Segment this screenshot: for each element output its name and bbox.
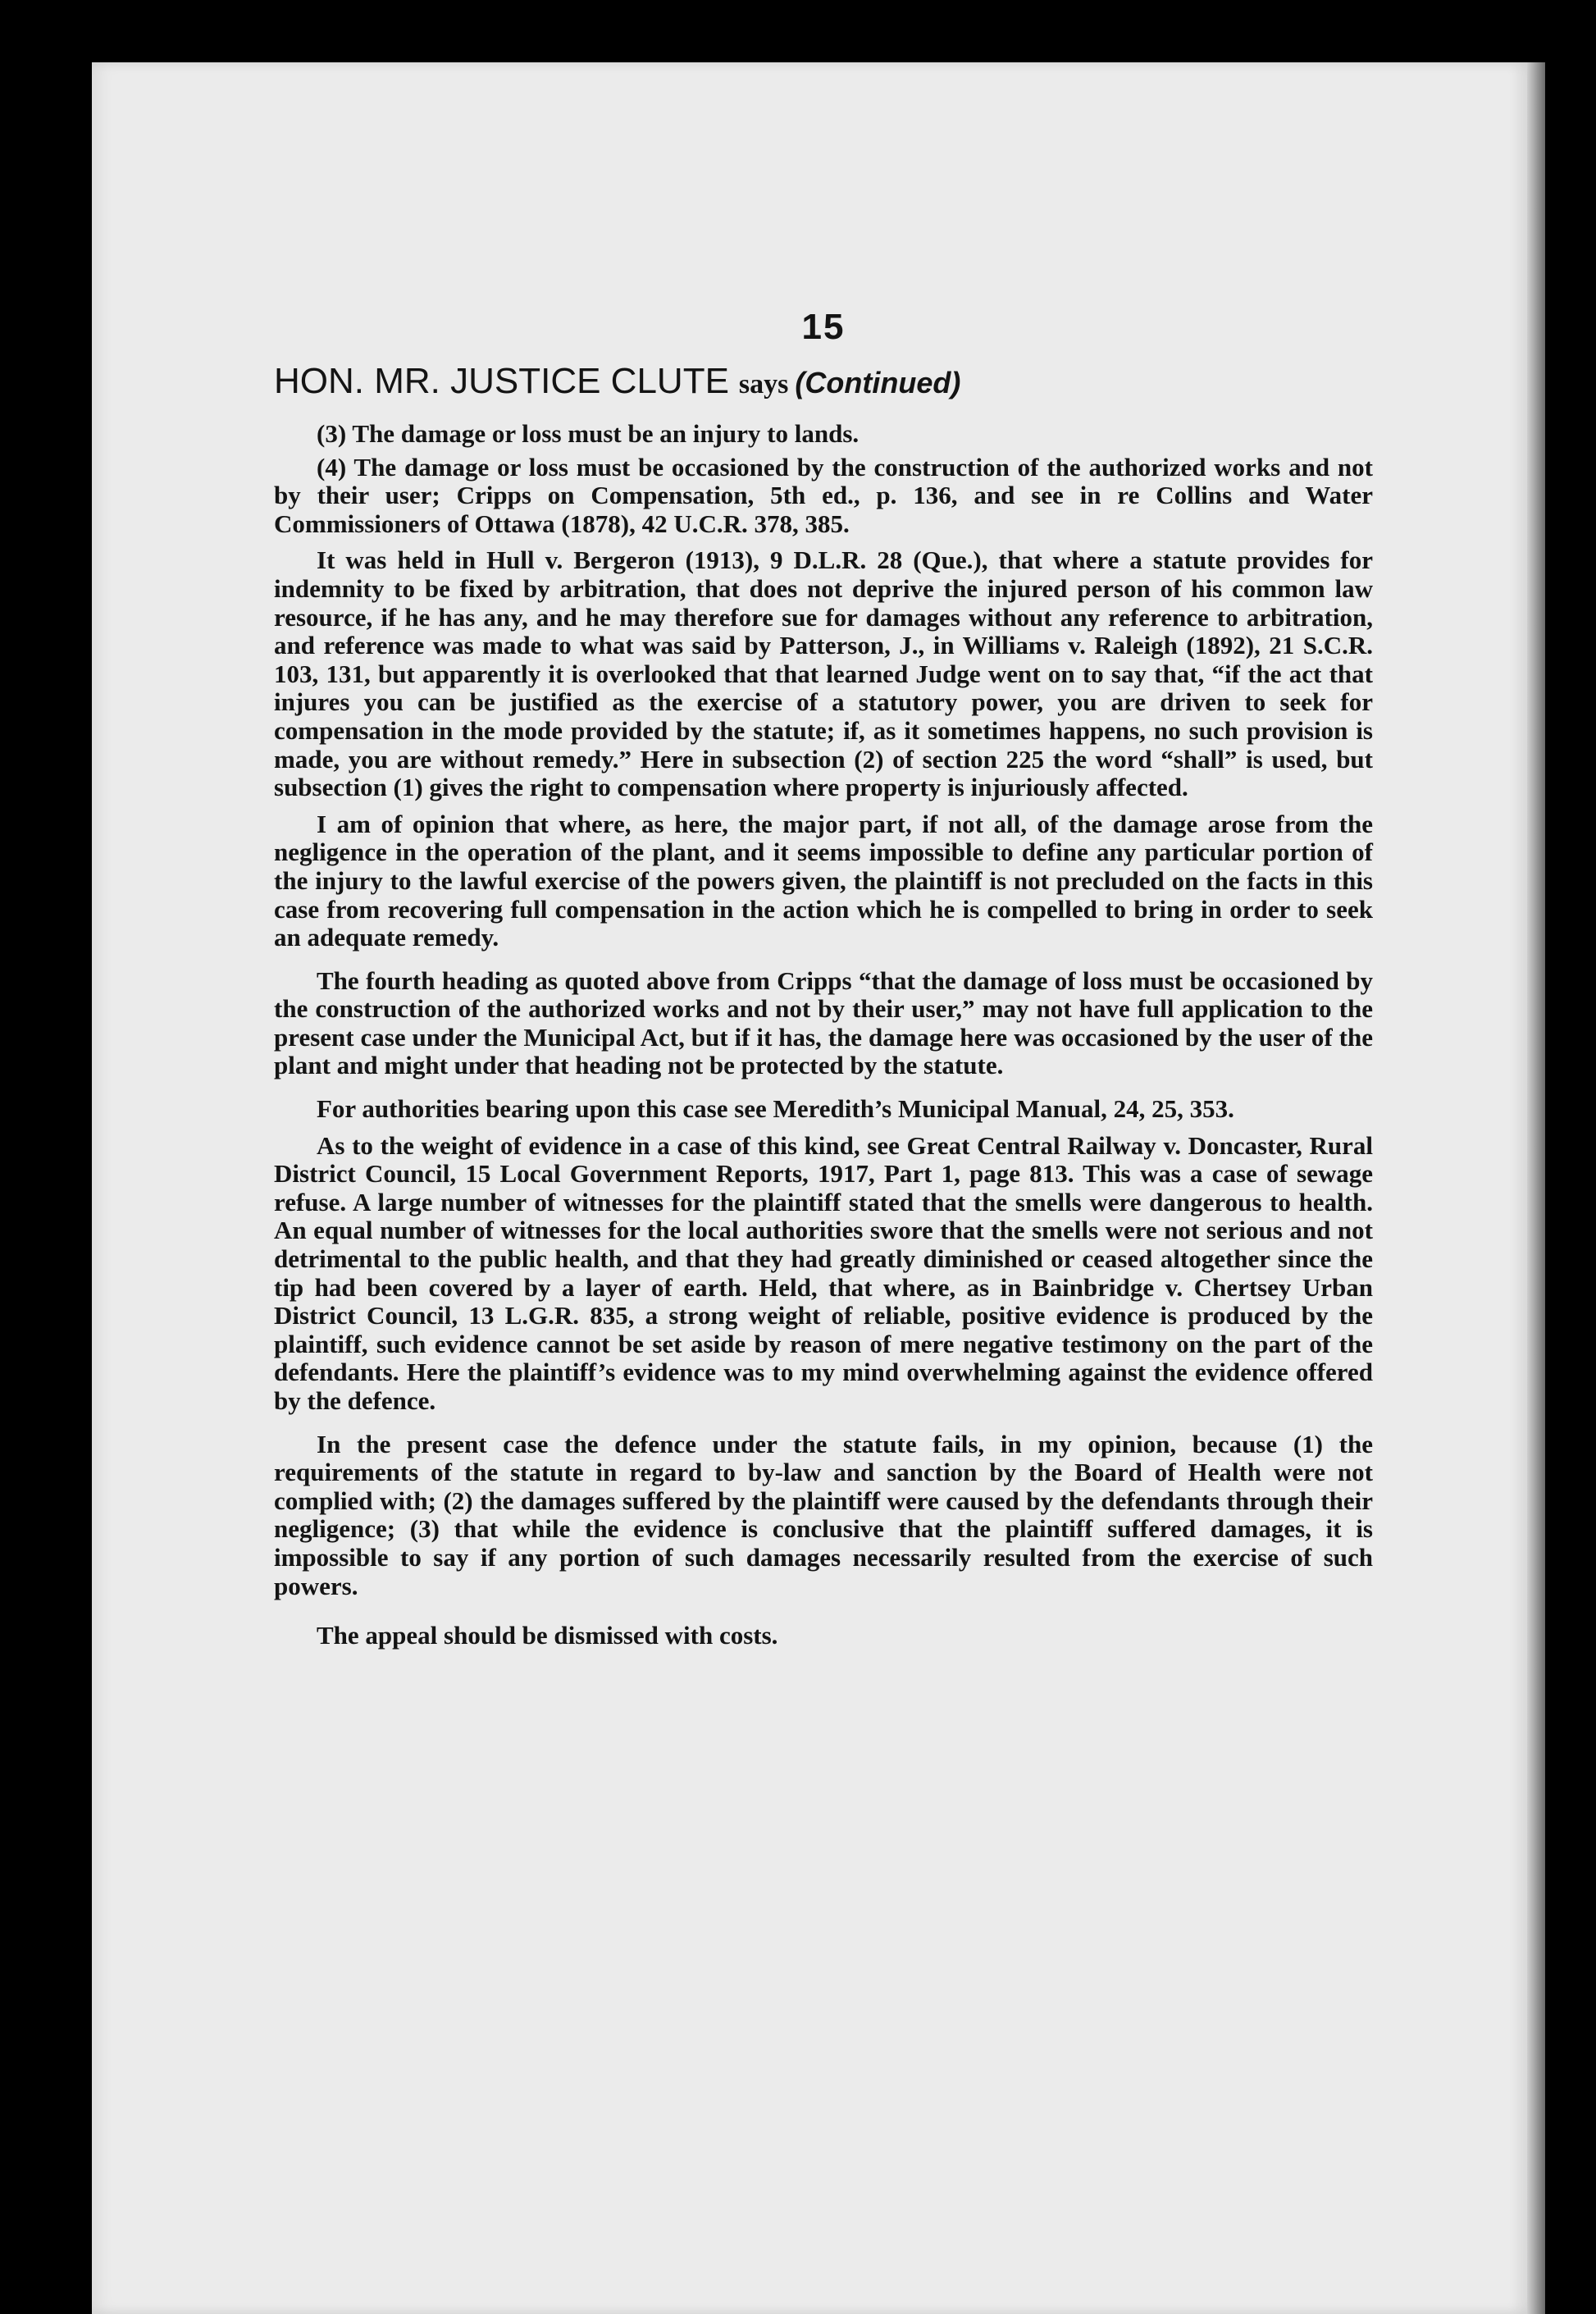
paragraph-7: As to the weight of evidence in a case of this kind, see Great Central Railway v. Doncaster, Rural District Council, 15 Local Government Reports, 1917, Part 1, page 813. This was a case of sewage refuse. A large number of witnesses for the plaintiff stated that the smells were dangerous to health. An equal number of witnesses for the local authorities swore that the smells were not serious and not detrimental to the public health, and that they had greatly diminished or ceased altogether since the tip had been covered by a layer of earth. Held, that where, as in Bainbridge v. Chertsey Urban District Council, 13 L.G.R. 835, a strong weight of reliable, positive evidence is produced by the plaintiff, such evidence cannot be set aside by reason of mere negative testimony on the part of the defendants. Here the plaintiff’s evidence was to my mind overwhelming against the evidence offered by the defence.: [274, 1130, 1373, 1415]
page-number: 15: [801, 307, 846, 347]
paragraph-9: The appeal should be dismissed with costs.: [317, 1621, 778, 1650]
scanned-page: [92, 62, 1527, 2314]
paragraph-5: The fourth heading as quoted above from Cripps “that the damage of loss must be occasioned by the construction of the authorized works and not by their user,” may not have full application to the present case under the Municipal Act, but if it has, the damage here was occasioned by the user of the plant and might under that heading not be protected by the statute.: [274, 965, 1373, 1080]
body-text: [274, 420, 1373, 1650]
heading-title: HON. MR. JUSTICE CLUTE: [274, 361, 729, 401]
paragraph-3: It was held in Hull v. Bergeron (1913), 9 D.L.R. 28 (Que.), that where a statute provides for indemnity to be fixed by arbitration, that does not deprive the injured person of his common law resource, if he has any, and he may therefore sue for damages without any reference to arbitration, and reference was made to what was said by Patterson, J., in Williams v. Raleigh (1892), 21 S.C.R. 103, 131, but apparently it is overlooked that that learned Judge went on to say that, “if the act that injures you can be justified as the exercise of a statutory power, you are driven to seek for compensation in the mode provided by the statute; if, as it sometimes happens, no such provision is made, you are without remedy.” Here in subsection (2) of section 225 the word “shall” is used, but subsection (1) gives the right to compensation where property is injuriously affected.: [274, 545, 1373, 802]
page-edge: [1527, 62, 1545, 2314]
section-heading: [274, 361, 1373, 402]
paragraph-8: In the present case the defence under the statute fails, in my opinion, because (1) the requirements of the statute in regard to by-law and sanction by the Board of Health were not complied with; (2) the damages suffered by the plaintiff were caused by the defendants through their negligence; (3) that while the evidence is conclusive that the plaintiff suffered damages, it is impossible to say if any portion of such damages necessarily resulted from the exercise of such powers.: [274, 1429, 1373, 1600]
paragraph-2: (4) The damage or loss must be occasioned by the construction of the authorized works and not by their user; Cripps on Compensation, 5th ed., p. 136, and see in re Collins and Water Commissioners of Ottawa (1878), 42 U.C.R. 378, 385.: [274, 452, 1373, 538]
paragraph-4: I am of opinion that where, as here, the major part, if not all, of the damage arose from the negligence in the operation of the plant, and it seems impossible to define any particular portion of the injury to the lawful exercise of the powers given, the plaintiff is not precluded on the facts in this case from recovering full compensation in the action which he is compelled to bring in order to seek an adequate remedy.: [274, 809, 1373, 952]
heading-continued: (Continued): [795, 366, 961, 399]
paragraph-1: (3) The damage or loss must be an injury to lands.: [317, 419, 860, 448]
paragraph-6: For authorities bearing upon this case see Meredith’s Municipal Manual, 24, 25, 353.: [317, 1094, 1234, 1124]
heading-says: says: [738, 369, 789, 399]
